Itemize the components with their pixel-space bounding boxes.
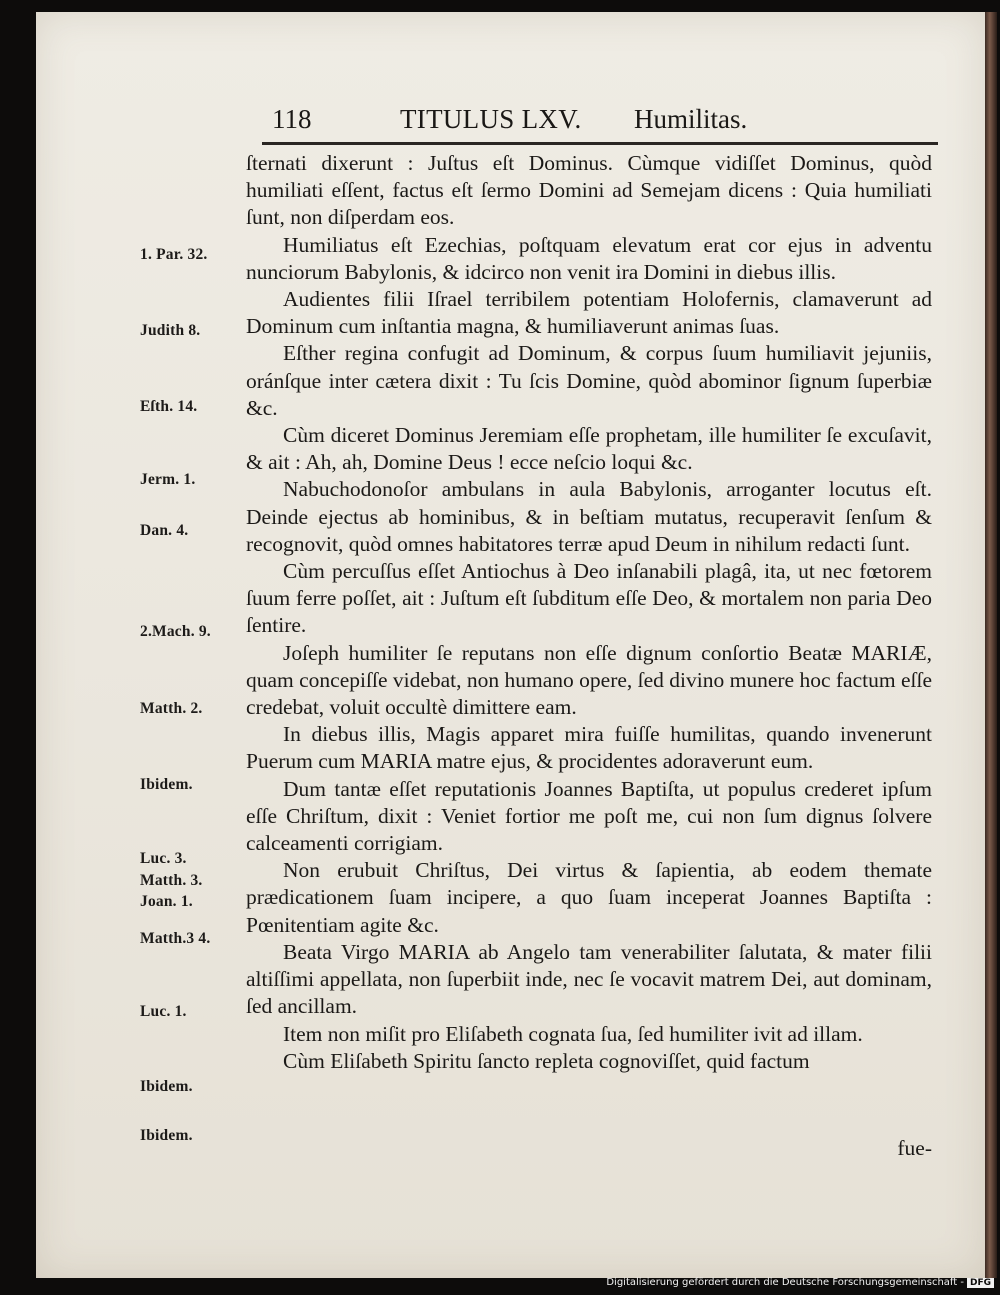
margin-note: Ibidem. [140,1078,193,1095]
paragraph: Eſther regina confugit ad Dominum, & corpus ſuum humiliavit jejuniis, oránſque inter cætera dixit : Tu ſcis Domine, quòd abominor ſignum ſuperbiæ &c. [246,341,932,420]
paragraph: Cùm percuſſus eſſet Antiochus à Deo inſanabili plagâ, ita, ut nec fœtorem ſuum ferre poſſet, ait : Juſtum eſt ſubditum eſſe Deo, & mortalem non paria Deo ſentire. [246,559,932,638]
dfg-logo: DFG [967,1278,994,1288]
header-subtitle: Humilitas. [634,104,748,134]
margin-note: Judith 8. [140,322,201,339]
margin-note: Ibidem. [140,1127,193,1144]
header-title: TITULUS LXV. [400,104,582,134]
margin-note: Luc. 3. [140,850,187,867]
margin-note: Luc. 1. [140,1003,187,1020]
paragraph: Cùm diceret Dominus Jeremiam eſſe prophetam, ille humiliter ſe excuſavit, & ait : Ah, ah, Domine Deus ! ecce neſcio loqui &c. [246,423,932,475]
margin-note: 1. Par. 32. [140,246,208,263]
margin-note: Joan. 1. [140,893,193,910]
paragraph: Beata Virgo MARIA ab Angelo tam venerabiliter ſalutata, & mater filii altiſſimi appellata, non ſuperbiit inde, nec ſe vocavit matrem Dei, aut dominam, ſed ancillam. [246,939,932,1019]
paragraph: Audientes filii Iſrael terribilem potentiam Holofernis, clamaverunt ad Dominum cum inſtantia magna, & humiliaverunt animas ſuas. [246,287,932,339]
paragraph: Dum tantæ eſſet reputationis Joannes Baptiſta, ut populus crederet ipſum eſſe Chriſtum, dixit : Veniet fortior me poſt me, cui non ſum dignus ſolvere calceamenti corrigiam. [246,776,932,856]
body-text [246,150,932,1075]
paragraph: Nabuchodonoſor ambulans in aula Babylonis, arroganter locutus eſt. Deinde ejectus ab hominibus, & in beſtiam mutatus, recuperavit ſenſum & recognovit, quòd omnes habitatores terræ apud Deum in nihilum redacti ſunt. [246,477,932,556]
margin-note: Matth. 2. [140,700,203,717]
catchword: fue- [897,1136,932,1160]
paragraph: Non erubuit Chriſtus, Dei virtus & ſapientia, ab eodem themate prædicationem ſuam incipere, a quo ſuam inceperat Joannes Baptiſta : Pœnitentiam agite &c. [246,858,932,937]
header-rule [262,142,938,145]
margin-note: Matth. 3. [140,872,203,889]
margin-note: 2.Mach. 9. [140,623,211,640]
paragraph: Joſeph humiliter ſe reputans non eſſe dignum conſortio Beatæ MARIÆ, quam concepiſſe videbat, non humano opere, ſed divino munere hoc factum eſſe credebat, voluit occultè dimittere eam. [246,640,932,720]
paragraph: In diebus illis, Magis apparet mira fuiſſe humilitas, quando invenerunt Puerum cum MARIA matre ejus, & procidentes adoraverunt eum. [246,722,932,774]
paragraph: Cùm Eliſabeth Spiritu ſancto repleta cognoviſſet, quid factum [283,1048,810,1073]
digitization-footer [606,1277,994,1291]
page-number: 118 [272,104,312,134]
paragraph: Item non miſit pro Eliſabeth cognata ſua, ſed humiliter ivit ad illam. [283,1021,863,1046]
margin-note: Dan. 4. [140,522,189,539]
running-header [266,104,936,142]
paragraph: ſternati dixerunt : Juſtus eſt Dominus. Cùmque vidiſſet Dominus, quòd humiliati eſſent, factus eſt ſermo Domini ad Semejam dicens : Quia humiliati ſunt, non diſperdam eos. [246,151,932,230]
footer-text: Digitalisierung gefördert durch die Deutsche Forschungsgemeinschaft - [606,1277,964,1288]
margin-note: Eſth. 14. [140,398,198,415]
book-spine-edge [985,12,997,1278]
paragraph: Humiliatus eſt Ezechias, poſtquam elevatum erat cor ejus in adventu nunciorum Babylonis, & idcirco non venit ira Domini in diebus illis. [246,232,932,284]
margin-note: Ibidem. [140,776,193,793]
margin-note: Matth.3 4. [140,930,211,947]
margin-note: Jerm. 1. [140,471,196,488]
